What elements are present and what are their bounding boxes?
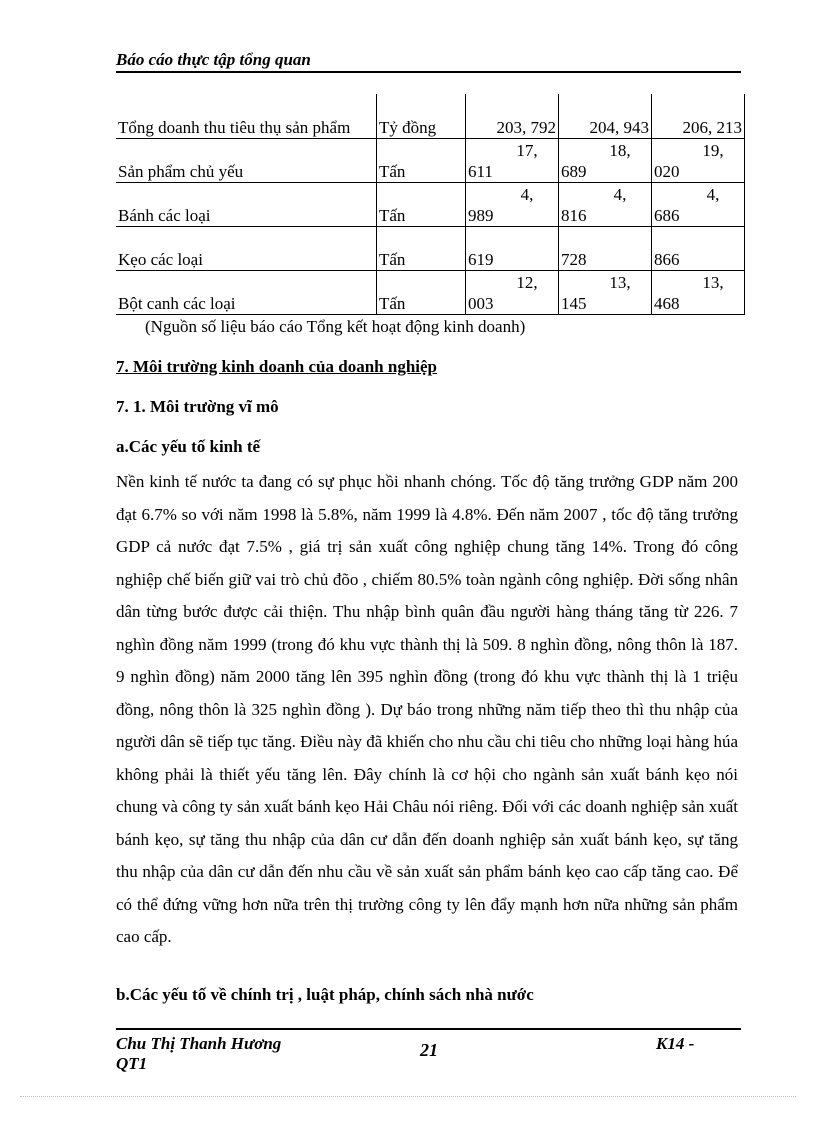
page-number: 21 [420, 1040, 438, 1060]
row-value [652, 94, 745, 139]
row-label: Kẹo các loại [116, 227, 377, 271]
value-top: 17, [516, 141, 538, 160]
row-value [559, 271, 652, 315]
value-top: 18, [609, 141, 631, 160]
row-value [466, 94, 559, 139]
value-bottom: 689 [561, 162, 587, 181]
footer-author: Chu Thị Thanh Hương QT1 [116, 1034, 282, 1073]
row-value [466, 183, 559, 227]
row-value [466, 271, 559, 315]
row-value [559, 227, 652, 271]
table-row [116, 183, 745, 227]
row-unit: Tấn [377, 139, 466, 183]
header-title: Báo cáo thực tập tổng quan [116, 50, 311, 69]
row-value [559, 139, 652, 183]
body-paragraph: Nền kinh tế nước ta đang có sự phục hồi nhanh chóng. Tốc độ tăng trưởng GDP năm 200 đạt 6.7% so với năm 1998 là 5.8%, năm 1999 là 4.8%. Đến năm 2007 , tốc độ tăng trưởng GDP cả nước đạt 7.5% , giá trị sản xuất công nghiệp chung tăng 14%. Trong đó công nghiệp chế biến giữ vai trò chủ đõo , chiếm 80.5% toàn ngành công nghiệp. Đời sống nhân dân từng bước được cải thiện. Thu nhập bình quân đầu người hàng tháng tăng từ 226. 7 nghìn đồng năm 1999 (trong đó khu vực thành thị là 509. 8 nghìn đồng, nông thôn là 187. 9 nghìn đồng) năm 2000 tăng lên 395 nghìn đồng (trong đó khu vực thành thị là 1 triệu đồng, nông thôn là 325 nghìn đồng ). Dự báo trong những năm tiếp theo thì thu nhập của người dân sẽ tiếp tục tăng. Điều này đã khiến cho nhu cầu chi tiêu cho những loại hàng húa không phải là thiết yếu tăng lên. Đây chính là cơ hội cho ngành sản xuất bánh kẹo nói chung và công ty sản xuất bánh kẹo Hải Châu nói riêng. Đối với các doanh nghiệp sản xuất bánh kẹo, sự tăng thu nhập của dân cư dẫn đến doanh nghiệp sản xuất bánh kẹo, sự tăng thu nhập của dân cư dẫn đến nhu cầu về sản xuất sản phẩm bánh kẹo cao cấp tăng cao. Để có thể đứng vững hơn nữa trên thị trường công ty lên đẩy mạnh hơn nữa những sản phẩm cao cấp. [116, 472, 738, 946]
value-top: 4, [613, 185, 627, 204]
section-heading-b: b.Các yếu tố về chính trị , luật pháp, chính sách nhà nước [116, 985, 534, 1004]
value-text: 204, 943 [589, 118, 649, 137]
row-label: Bánh các loại [116, 183, 377, 227]
table-row [116, 227, 745, 271]
row-value [652, 271, 745, 315]
section-heading-a: a.Các yếu tố kinh tế [116, 437, 261, 456]
row-value [652, 227, 745, 271]
value-top: 4, [706, 185, 720, 204]
value-bottom: 611 [468, 162, 493, 181]
value-top: 19, [702, 141, 724, 160]
row-unit: Tấn [377, 227, 466, 271]
row-unit: Tỷ đồng [377, 94, 466, 139]
value-bottom: 468 [654, 294, 680, 313]
page-bottom-dotted-line [20, 1096, 796, 1097]
footer-divider [116, 1028, 741, 1030]
value-bottom: 619 [468, 250, 494, 269]
value-top: 4, [520, 185, 534, 204]
footer-class-code: K14 - [656, 1034, 695, 1053]
value-bottom: 686 [654, 206, 680, 225]
value-bottom: 989 [468, 206, 494, 225]
row-value [652, 183, 745, 227]
value-top [561, 228, 649, 249]
row-label: Bột canh các loại [116, 271, 377, 315]
table-row [116, 139, 745, 183]
table-row [116, 271, 745, 315]
source-note: (Nguồn số liệu báo cáo Tổng kết hoạt động kinh doanh) [145, 317, 526, 336]
value-text: 203, 792 [496, 118, 556, 137]
row-value [652, 139, 745, 183]
section-heading-7: 7. Môi trường kinh doanh của doanh nghiệp [116, 357, 437, 376]
data-table [116, 94, 745, 315]
header-divider [116, 71, 741, 73]
value-text: 206, 213 [682, 118, 742, 137]
value-top: 13, [609, 273, 631, 292]
value-bottom: 145 [561, 294, 587, 313]
value-bottom: 728 [561, 250, 587, 269]
row-value [466, 139, 559, 183]
value-top [654, 228, 742, 249]
value-bottom: 866 [654, 250, 680, 269]
value-bottom: 003 [468, 294, 494, 313]
row-unit: Tấn [377, 271, 466, 315]
row-label: Tổng doanh thu tiêu thụ sản phẩm [116, 94, 377, 139]
section-heading-7-1: 7. 1. Môi trường vĩ mô [116, 397, 279, 416]
value-bottom: 816 [561, 206, 587, 225]
value-top: 12, [516, 273, 538, 292]
row-value [466, 227, 559, 271]
row-unit: Tấn [377, 183, 466, 227]
row-label: Sản phẩm chủ yếu [116, 139, 377, 183]
table-row [116, 94, 745, 139]
value-top: 13, [702, 273, 724, 292]
value-top [468, 228, 556, 249]
row-value [559, 94, 652, 139]
row-value [559, 183, 652, 227]
value-bottom: 020 [654, 162, 680, 181]
